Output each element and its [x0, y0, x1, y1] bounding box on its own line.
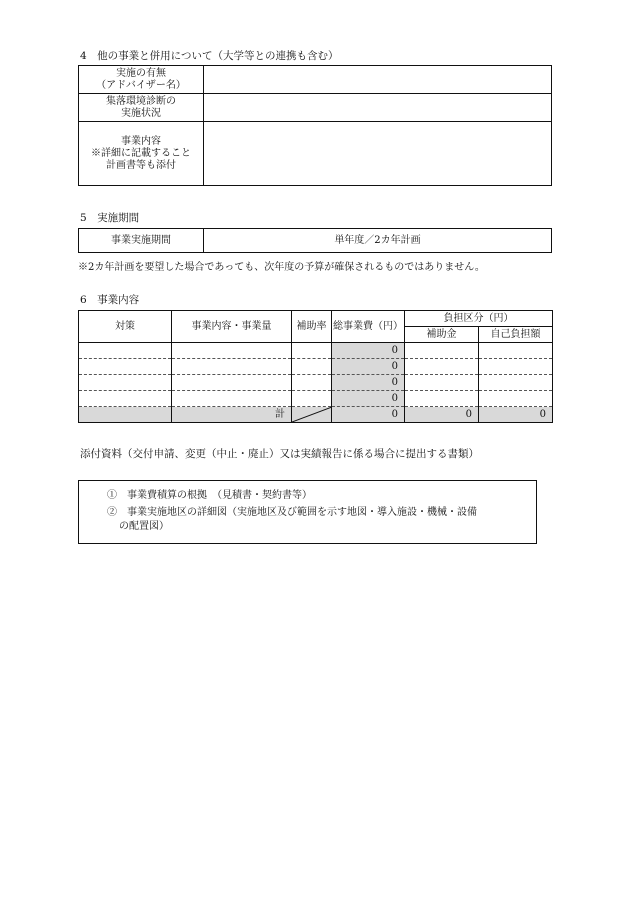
header-rate: 補助率: [292, 311, 332, 343]
period-value[interactable]: 単年度／2カ年計画: [204, 229, 552, 253]
total-label: 計: [172, 407, 292, 423]
header-measure: 対策: [79, 311, 172, 343]
label-diagnosis: 集落環境診断の 実施状況: [79, 94, 204, 122]
attachment-item-2-cont: の配置図）: [119, 521, 169, 532]
value-implementation[interactable]: [204, 66, 552, 94]
header-self: 自己負担額: [479, 327, 553, 343]
attachment-item-1: ① 事業費積算の根拠 （見積書・契約書等）: [107, 490, 312, 501]
diagonal-line-icon: [292, 407, 332, 422]
header-content: 事業内容・事業量: [172, 311, 292, 343]
section4-table: [78, 65, 552, 186]
table-row: 0: [79, 343, 553, 359]
section6-title: 6 事業内容: [80, 294, 140, 306]
attachment-item-2: ② 事業実施地区の詳細図（実施地区及び範囲を示す地図・導入施設・機械・設備: [107, 507, 477, 518]
header-total: 総事業費（円）: [332, 311, 405, 343]
header-subsidy: 補助金: [405, 327, 479, 343]
section6-table: [78, 310, 553, 423]
table-row: 0: [79, 375, 553, 391]
section5-table: [78, 228, 552, 253]
total-amount: 0: [332, 407, 405, 423]
period-note: ※2カ年計画を要望した場合であっても、次年度の予算が確保されるものではありません。: [78, 262, 485, 273]
rate-diagonal: [292, 407, 332, 423]
table-row: 0: [79, 359, 553, 375]
attachments-title: 添付資料（交付申請、変更（中止・廃止）又は実績報告に係る場合に提出する書類）: [80, 448, 479, 460]
value-diagnosis[interactable]: [204, 94, 552, 122]
label-implementation: 実施の有無 （アドバイザー名）: [79, 66, 204, 94]
total-self: 0: [479, 407, 553, 423]
section4-title: 4 他の事業と併用について（大学等との連携も含む）: [80, 50, 339, 62]
value-content[interactable]: [204, 122, 552, 186]
period-label: 事業実施期間: [79, 229, 204, 253]
section5-title: 5 実施期間: [80, 212, 140, 224]
table-row: 0: [79, 391, 553, 407]
header-burden: 負担区分（円）: [405, 311, 553, 327]
total-subsidy: 0: [405, 407, 479, 423]
attachments-box: [78, 480, 537, 544]
total-row: [79, 407, 553, 423]
label-content: 事業内容 ※詳細に記載すること 計画書等も添付: [79, 122, 204, 186]
